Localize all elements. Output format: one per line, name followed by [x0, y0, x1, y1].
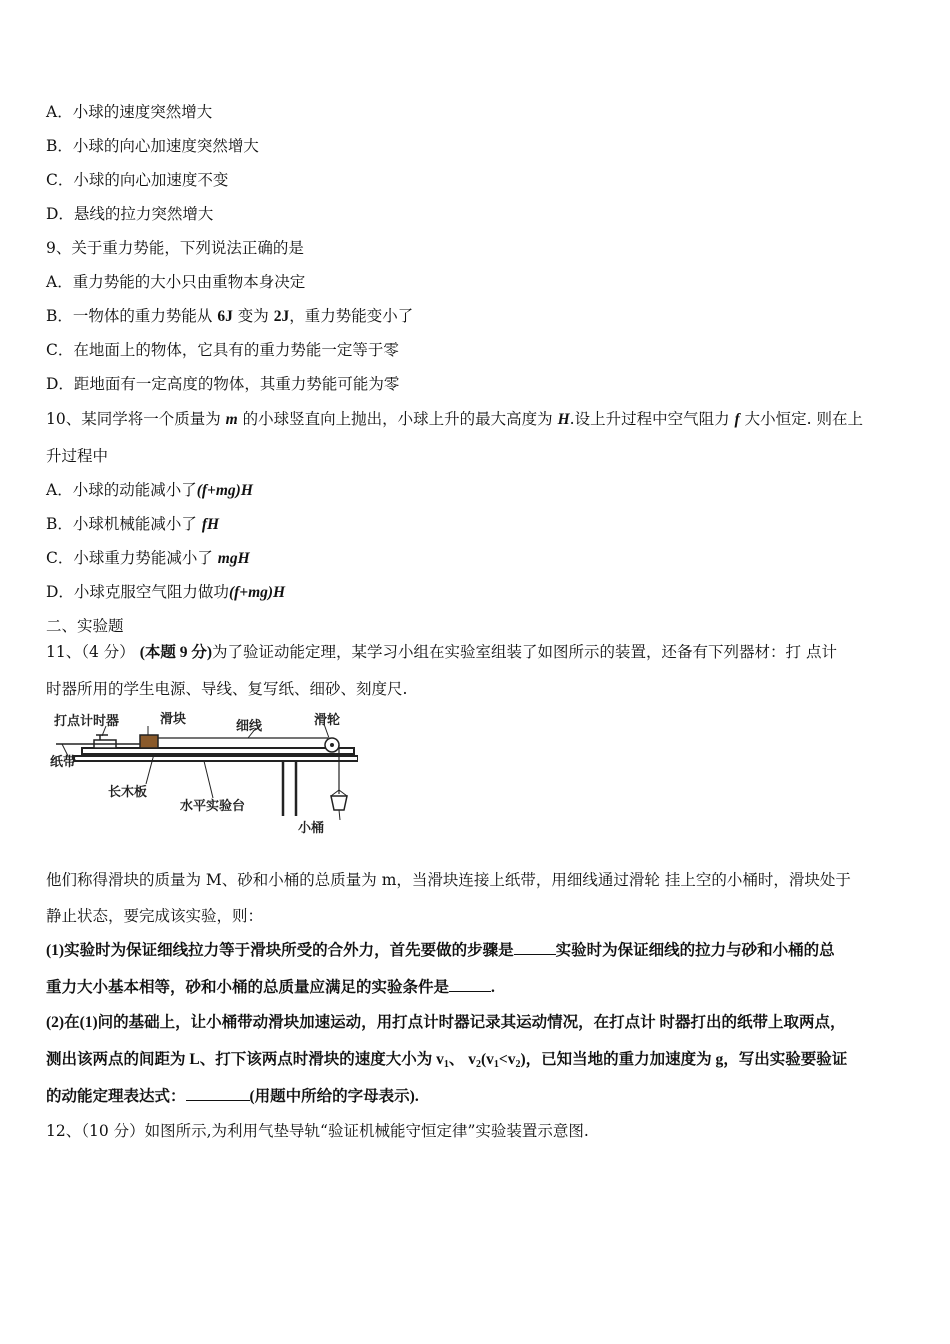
- label-bucket: 小桶: [298, 821, 325, 836]
- q8-option-b: B．小球的向心加速度突然增大: [46, 137, 259, 155]
- q11-sub1-line2: 重力大小基本相等，砂和小桶的总质量应满足的实验条件是 .: [46, 979, 495, 996]
- q9-stem: 9、关于重力势能，下列说法正确的是: [46, 239, 304, 257]
- q11-stem: 11、（4 分） (本题 9 分)为了验证动能定理，某学习小组在实验室组装了如图所示的装置，还备有下列器材：打 点计: [46, 643, 837, 661]
- label-pulley: 滑轮: [314, 713, 341, 728]
- q11-sub2-line2: 测出该两点的间距为 L、打下该两点时滑块的速度大小为 $v_1$、 $v_2(v_1<v_2)$，已知当地的重力加速度为 g，写出实验要验证: [46, 1051, 848, 1070]
- q8-option-d: D．悬线的拉力突然增大: [46, 205, 214, 223]
- label-timer: 打点计时器: [54, 714, 120, 729]
- label-table: 水平实验台: [180, 799, 246, 814]
- q11-sub2-line1: (2)在(1)问的基础上，让小桶带动滑块加速运动，用打点计时器记录其运动情况，在打点计 时器打出的纸带上取两点，: [46, 1014, 846, 1031]
- q11-sub1-line1: (1)实验时为保证细线拉力等于滑块所受的合外力，首先要做的步骤是 实验时为保证细线的拉力与砂和小桶的总: [46, 942, 835, 959]
- q8-option-a: A．小球的速度突然增大: [46, 103, 213, 121]
- label-string: 细线: [236, 719, 263, 734]
- q9-option-d: D．距地面有一定高度的物体，其重力势能可能为零: [46, 375, 400, 393]
- q9-option-c: C．在地面上的物体，它具有的重力势能一定等于零: [46, 341, 399, 359]
- q11-stem-cont: 时器所用的学生电源、导线、复写纸、细砂、刻度尺.: [46, 680, 408, 698]
- q10-option-d: D．小球克服空气阻力做功(f+mg)H: [46, 583, 286, 601]
- q10-option-a: A．小球的动能减小了(f+mg)H: [46, 481, 253, 499]
- label-board: 长木板: [108, 785, 148, 800]
- q12-stem: 12、（10 分）如图所示,为利用气垫导轨“验证机械能守恒定律”实验装置示意图.: [46, 1122, 589, 1140]
- label-tape: 纸带: [50, 755, 77, 770]
- q9-option-b: B．一物体的重力势能从 6J 变为 2J，重力势能变小了: [46, 307, 414, 325]
- q11-sub2-line3: 的动能定理表达式： (用题中所给的字母表示).: [46, 1088, 419, 1105]
- apparatus-diagram: [48, 708, 358, 840]
- q9-option-a: A．重力势能的大小只由重物本身决定: [46, 273, 306, 291]
- q10-option-c: C．小球重力势能减小了 mgH: [46, 549, 250, 567]
- bucket-shape: [331, 796, 347, 810]
- table-top: [74, 756, 358, 761]
- q11-paragraph-cont: 静止状态，要完成该实验，则：: [46, 907, 264, 925]
- slider-block: [140, 735, 158, 748]
- label-slider: 滑块: [160, 712, 187, 727]
- section-heading: 二、实验题: [46, 617, 124, 635]
- q8-option-c: C．小球的向心加速度不变: [46, 171, 229, 189]
- long-board: [82, 748, 354, 754]
- q11-paragraph: 他们称得滑块的质量为 M、砂和小桶的总质量为 m，当滑块连接上纸带，用细线通过滑轮 挂上空的小桶时，滑块处于: [46, 871, 851, 889]
- q10-stem: 10、某同学将一个质量为 m 的小球竖直向上抛出，小球上升的最大高度为 H.设上升过程中空气阻力 f 大小恒定. 则在上: [46, 410, 863, 428]
- q10-stem-cont: 升过程中: [46, 447, 109, 465]
- q10-option-b: B．小球机械能减小了 fH: [46, 515, 220, 533]
